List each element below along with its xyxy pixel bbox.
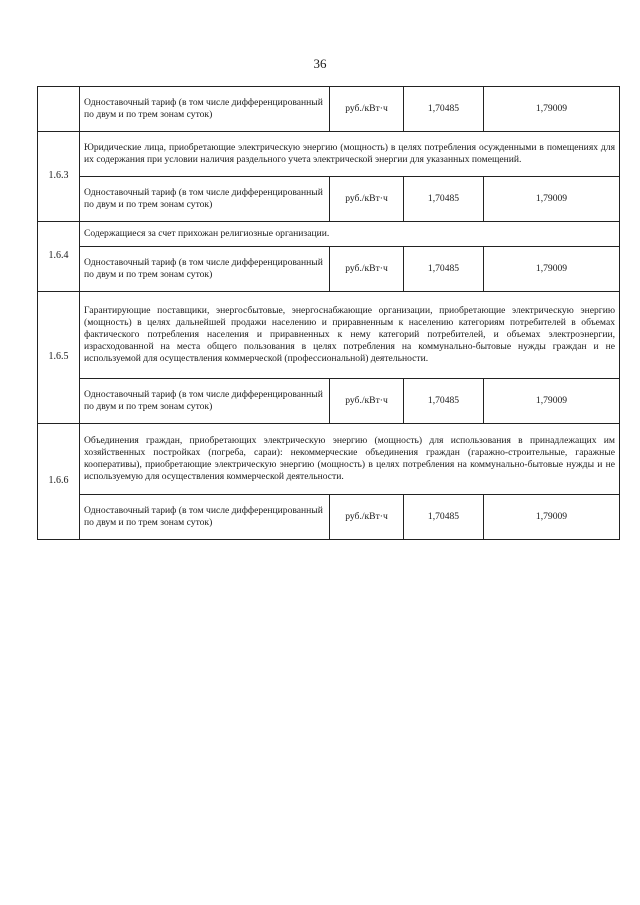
unit-cell: руб./кВт·ч: [330, 87, 404, 132]
value-second-half-cell: 1,79009: [484, 87, 620, 132]
value-first-half-cell: 1,70485: [404, 379, 484, 424]
table-row: [38, 132, 620, 177]
row-number-cell: 1.6.5: [38, 292, 80, 424]
tariff-name-cell: Одноставочный тариф (в том числе дифференцированный по двум и по трем зонам суток): [80, 177, 330, 222]
value-first-half-cell: 1,70485: [404, 177, 484, 222]
table-row: [38, 177, 620, 222]
tariff-name-cell: Одноставочный тариф (в том числе дифференцированный по двум и по трем зонам суток): [80, 87, 330, 132]
value-first-half-cell: 1,70485: [404, 87, 484, 132]
table-row: [38, 495, 620, 540]
unit-cell: руб./кВт·ч: [330, 379, 404, 424]
value-first-half-cell: 1,70485: [404, 247, 484, 292]
tariff-name-cell: Одноставочный тариф (в том числе дифференцированный по двум и по трем зонам суток): [80, 495, 330, 540]
tariff-name-cell: Одноставочный тариф (в том числе дифференцированный по двум и по трем зонам суток): [80, 247, 330, 292]
table-row: [38, 424, 620, 495]
row-number-cell: 1.6.3: [38, 132, 80, 222]
value-second-half-cell: 1,79009: [484, 379, 620, 424]
row-number-cell: 1.6.4: [38, 222, 80, 292]
table-row: [38, 222, 620, 247]
category-description-cell: Юридические лица, приобретающие электрическую энергию (мощность) в целях потребления осужденными в помещениях для их содержания при условии наличия раздельного учета электрической энергии для указанных помещений.: [80, 132, 620, 177]
tariff-table: [37, 86, 620, 540]
table-row: [38, 87, 620, 132]
value-second-half-cell: 1,79009: [484, 495, 620, 540]
category-description-cell: Объединения граждан, приобретающих электрическую энергию (мощность) для использования в принадлежащих им хозяйственных постройках (погреба, сараи): некоммерческие объединения граждан (гаражно-строительные, гаражные кооперативы), приобретающие электрическую энергию (мощность) в целях потребления на коммунально-бытовые нужды и не используемую для осуществления коммерческой деятельности.: [80, 424, 620, 495]
page-number: 36: [313, 56, 327, 71]
value-second-half-cell: 1,79009: [484, 177, 620, 222]
category-description-cell: Содержащиеся за счет прихожан религиозные организации.: [80, 222, 620, 247]
value-first-half-cell: 1,70485: [404, 495, 484, 540]
row-number-cell: [38, 87, 80, 132]
table-row: [38, 247, 620, 292]
unit-cell: руб./кВт·ч: [330, 495, 404, 540]
unit-cell: руб./кВт·ч: [330, 177, 404, 222]
value-second-half-cell: 1,79009: [484, 247, 620, 292]
table-row: [38, 292, 620, 379]
tariff-name-cell: Одноставочный тариф (в том числе дифференцированный по двум и по трем зонам суток): [80, 379, 330, 424]
category-description-cell: Гарантирующие поставщики, энергосбытовые, энергоснабжающие организации, приобретающие электрическую энергию (мощность) в целях дальнейшей продажи населению и приравненным к населению категориям потребителей в объемах фактического потребления населения и приравненных к нему категорий потребителей, и объемах электроэнергии, израсходованной на места общего пользования в целях потребления на коммунально-бытовые нужды граждан и не используемой для осуществления коммерческой (профессиональной) деятельности.: [80, 292, 620, 379]
unit-cell: руб./кВт·ч: [330, 247, 404, 292]
row-number-cell: 1.6.6: [38, 424, 80, 540]
table-row: [38, 379, 620, 424]
